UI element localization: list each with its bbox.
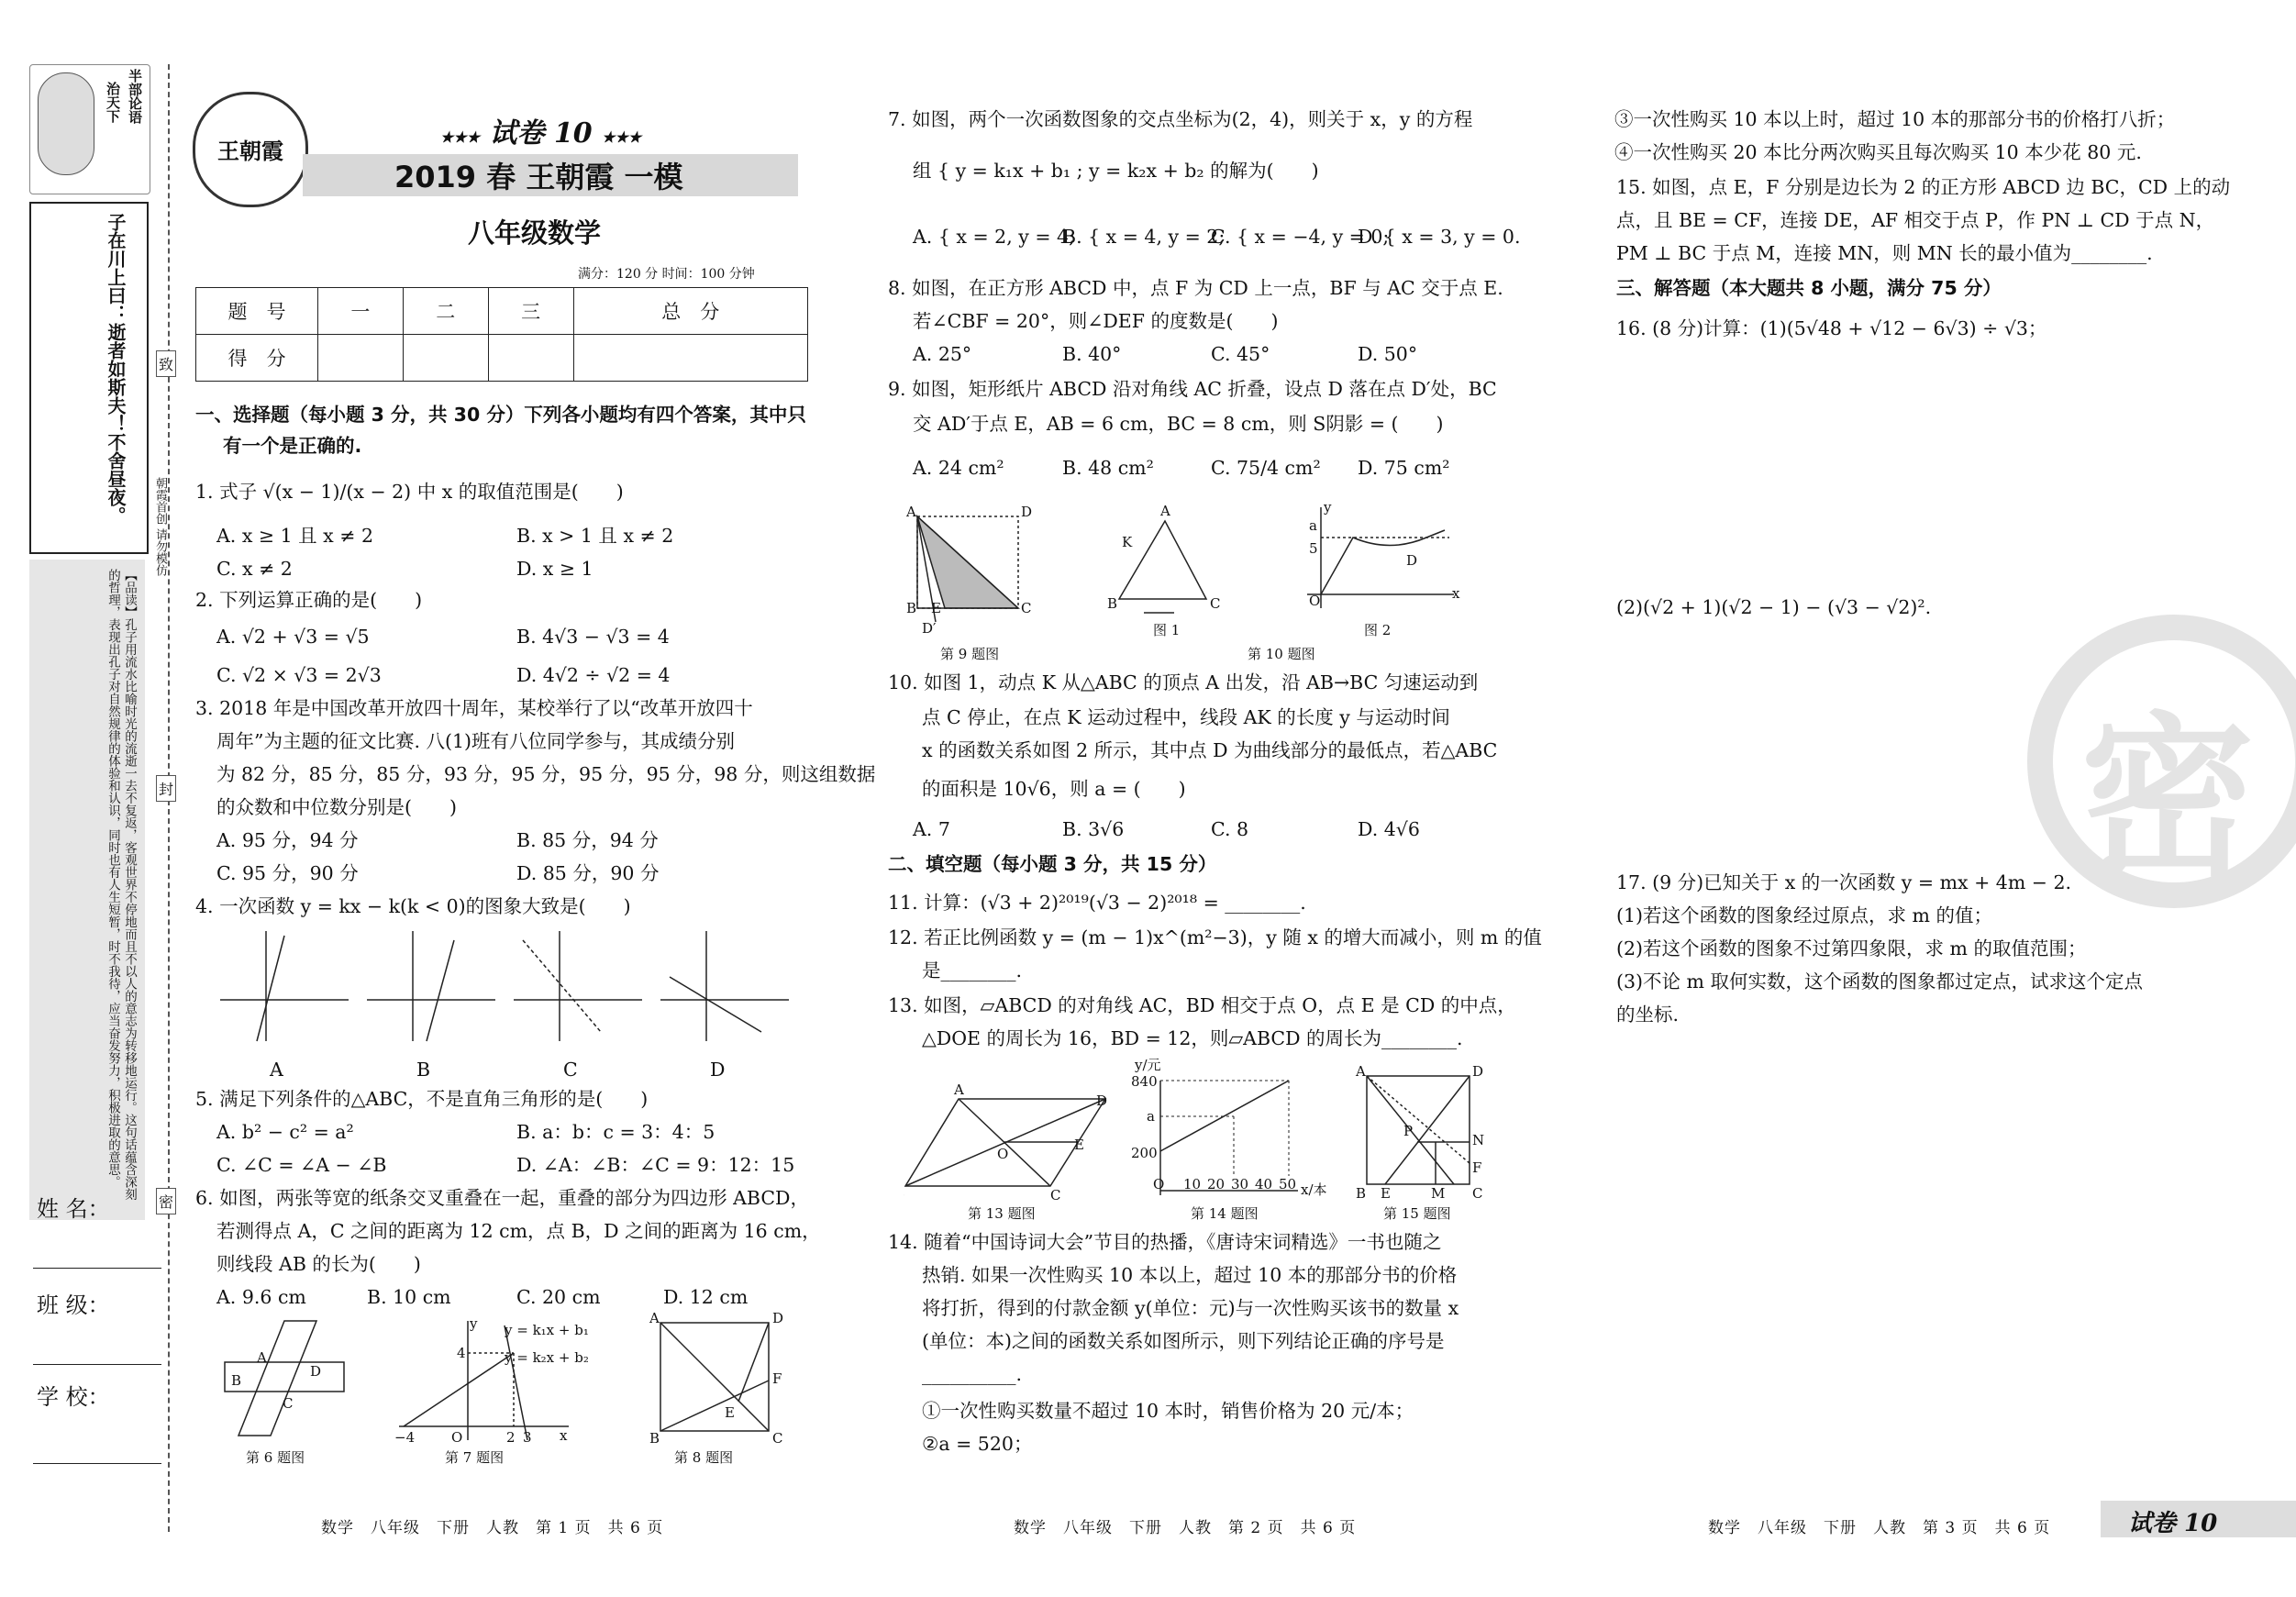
q3-line: 3. 2018 年是中国改革开放四十周年，某校举行了以“改革开放四十 <box>195 697 753 719</box>
q3-option-a: A. 95 分，94 分 <box>216 829 359 851</box>
q6-option-d: D. 12 cm <box>663 1286 749 1308</box>
q16-part1: 16. (8 分)计算：(1)(5√48 + √12 − 6√3) ÷ √3； <box>1616 317 2047 339</box>
svg-text:x: x <box>560 1427 568 1444</box>
page-title: 2019 春 王朝霞 一模 <box>394 160 683 194</box>
fig10-graph <box>1307 503 1460 609</box>
svg-text:3: 3 <box>523 1429 532 1446</box>
q9-line: 9. 如图，矩形纸片 ABCD 沿对角线 AC 折叠，设点 D 落在点 D′处，BC <box>888 378 1497 400</box>
fig9-caption: 第 9 题图 <box>940 646 1000 662</box>
q4-graph-d <box>660 931 789 1041</box>
q10-option-d: D. 4√6 <box>1358 818 1420 840</box>
section1-title: 一、选择题（每小题 3 分，共 30 分）下列各小题均有四个答案，其中只 <box>195 404 806 426</box>
q4-label-b: B <box>416 1059 431 1081</box>
svg-text:C: C <box>1021 600 1032 616</box>
q4-graph-b <box>367 931 495 1041</box>
q4-graph-a <box>220 931 349 1041</box>
q5-option-c: C. ∠C = ∠A − ∠B <box>216 1154 387 1176</box>
q9-option-c: C. 75/4 cm² <box>1211 457 1321 479</box>
q14-line: ②a = 520； <box>922 1433 1033 1455</box>
svg-text:P: P <box>1403 1123 1414 1139</box>
svg-text:B: B <box>649 1430 660 1447</box>
q2-option-d: D. 4√2 ÷ √2 = 4 <box>516 664 671 686</box>
sidebar-reading-box <box>29 560 145 1220</box>
section1-title-2: 有一个是正确的. <box>223 435 362 457</box>
svg-text:A: A <box>954 1081 964 1098</box>
q17-line: 的坐标. <box>1616 1004 1680 1026</box>
fig15-caption: 第 15 题图 <box>1383 1205 1451 1222</box>
q7-option-d: D. { x = 3, y = 0. <box>1358 226 1521 248</box>
svg-text:C: C <box>1472 1185 1483 1202</box>
q3-line: 为 82 分，85 分，85 分，93 分，95 分，95 分，95 分，98 分，则这组数据 <box>216 763 876 785</box>
fig10-2-caption: 图 2 <box>1364 622 1392 638</box>
q5-option-a: A. b² − c² = a² <box>216 1121 354 1143</box>
score-input[interactable] <box>488 335 573 382</box>
svg-text:K: K <box>1122 534 1133 550</box>
fig14-xtick: 20 <box>1207 1176 1226 1192</box>
q13-line: 13. 如图，▱ABCD 的对角线 AC，BD 相交于点 O，点 E 是 CD 的中点， <box>888 994 1516 1016</box>
q9-line: 交 AD′于点 E，AB = 6 cm，BC = 8 cm，则 S阴影 = ( ) <box>913 413 1444 435</box>
score-input[interactable] <box>573 335 807 382</box>
q14-line: (单位：本)之间的函数关系如图所示，则下列结论正确的序号是 <box>922 1330 1445 1352</box>
q3-line: 周年”为主题的征文比赛. 八(1)班有八位同学参与，其成绩分别 <box>216 730 736 752</box>
score-table-header-row <box>196 288 808 335</box>
fig7-caption: 第 7 题图 <box>445 1449 505 1466</box>
score-table-cell: 二 <box>403 288 488 335</box>
fig8-diagram <box>649 1312 783 1447</box>
figures-q6-q8 <box>211 1312 789 1449</box>
svg-text:A: A <box>649 1312 660 1326</box>
fig14-xtick: 50 <box>1279 1176 1297 1192</box>
svg-text:D: D <box>1406 552 1418 569</box>
q2-option-a: A. √2 + √3 = √5 <box>216 626 370 648</box>
svg-text:y = k₂x + b₂: y = k₂x + b₂ <box>505 1349 589 1366</box>
q7-line: 7. 如图，两个一次函数图象的交点坐标为(2，4)，则关于 x，y 的方程 <box>888 108 1473 130</box>
score-table-cell: 总 分 <box>573 288 807 335</box>
side-note: 朝霞首创 请勿模仿 <box>153 477 167 577</box>
q6-line: 6. 如图，两张等宽的纸条交叉重叠在一起，重叠的部分为四边形 ABCD， <box>195 1187 809 1209</box>
q4-label-a: A <box>270 1059 283 1081</box>
svg-text:a: a <box>1309 517 1317 534</box>
q14-line: 热销. 如果一次性购买 10 本以上，超过 10 本的那部分书的价格 <box>922 1264 1458 1286</box>
q5-option-d: D. ∠A：∠B：∠C = 9：12：15 <box>516 1154 795 1176</box>
svg-text:−4: −4 <box>394 1429 416 1446</box>
school-field[interactable] <box>33 1463 161 1464</box>
q3-line: 的众数和中位数分别是( ) <box>216 796 457 818</box>
q10-option-a: A. 7 <box>913 818 950 840</box>
svg-text:B: B <box>1356 1185 1367 1202</box>
score-input[interactable] <box>318 335 404 382</box>
svg-text:A: A <box>1160 503 1170 519</box>
q17-line: 17. (9 分)已知关于 x 的一次函数 y = mx + 4m − 2. <box>1616 871 2072 893</box>
q7-option-c: C. { x = −4, y = 0; <box>1211 226 1390 248</box>
q11-text: 11. 计算：(√3 + 2)²⁰¹⁹(√3 − 2)²⁰¹⁸ = ________. <box>888 892 1306 914</box>
subject-title: 八年级数学 <box>468 217 602 249</box>
footer-page-1: 数学 八年级 下册 人教 第 1 页 共 6 页 <box>321 1519 664 1537</box>
svg-text:C: C <box>1050 1187 1061 1203</box>
fig9-diagram <box>905 504 1032 637</box>
score-table-cell: 得 分 <box>196 335 318 382</box>
seal-mark-1: 致 <box>156 350 176 377</box>
svg-text:4: 4 <box>457 1345 466 1361</box>
svg-text:5: 5 <box>1309 540 1318 557</box>
q7-option-b: B. { x = 4, y = 2; <box>1062 226 1226 248</box>
q15-line: PM ⊥ BC 于点 M，连接 MN，则 MN 长的最小值为________. <box>1616 242 2153 264</box>
svg-text:D: D <box>1096 1092 1108 1109</box>
q15-line: 点，且 BE = CF，连接 DE，AF 相交于点 P，作 PN ⊥ CD 于点 N， <box>1616 209 2215 231</box>
q5-stem: 5. 满足下列条件的△ABC，不是直角三角形的是( ) <box>195 1088 649 1110</box>
svg-text:D: D <box>1472 1063 1484 1080</box>
fig14-ytick: a <box>1147 1108 1155 1125</box>
q14-line: 将打折，得到的付款金额 y(单位：元)与一次性购买该书的数量 x <box>922 1297 1459 1319</box>
sidebar-quote-box <box>29 202 149 554</box>
fig13-caption: 第 13 题图 <box>968 1205 1036 1222</box>
q2-option-b: B. 4√3 − √3 = 4 <box>516 626 670 648</box>
svg-text:F: F <box>1472 1159 1482 1176</box>
q16-part2: (2)(√2 + 1)(√2 − 1) − (√3 − √2)². <box>1616 596 1932 618</box>
q9-option-d: D. 75 cm² <box>1358 457 1450 479</box>
sidebar-quote: 子在川上曰：逝者如斯夫！不舍昼夜。 <box>105 213 127 525</box>
secret-watermark-glyph: 密 <box>2080 697 2256 900</box>
q9-option-b: B. 48 cm² <box>1062 457 1154 479</box>
q14-line: ③一次性购买 10 本以上时，超过 10 本的那部分书的价格打八折； <box>1614 108 2176 130</box>
svg-text:B: B <box>231 1372 242 1389</box>
svg-text:y: y <box>470 1315 478 1332</box>
q4-label-c: C <box>563 1059 578 1081</box>
q17-line: (3)不论 m 取何实数，这个函数的图象都过定点，试求这个定点 <box>1616 970 2144 993</box>
q1-stem: 1. 式子 √(x − 1)/(x − 2) 中 x 的取值范围是( ) <box>195 481 624 503</box>
q8-line: 8. 如图，在正方形 ABCD 中，点 F 为 CD 上一点，BF 与 AC 交于点 E. <box>888 277 1503 299</box>
score-table-cell: 三 <box>488 288 573 335</box>
fig14-caption: 第 14 题图 <box>1191 1205 1259 1222</box>
q1-option-c: C. x ≠ 2 <box>216 558 293 580</box>
fig14-xtick: O <box>1153 1176 1165 1192</box>
svg-text:A: A <box>906 504 916 520</box>
q9-option-a: A. 24 cm² <box>913 457 1004 479</box>
fig10-triangle <box>1107 503 1220 613</box>
svg-text:y: y <box>1324 503 1332 516</box>
q17-line: (1)若这个函数的图象经过原点，求 m 的值； <box>1616 904 1993 926</box>
score-table-cell: 一 <box>318 288 404 335</box>
svg-text:O: O <box>997 1146 1009 1162</box>
q15-line: 15. 如图，点 E，F 分别是边长为 2 的正方形 ABCD 边 BC，CD 上的动 <box>1616 176 2231 198</box>
q14-line: ①一次性购买数量不超过 10 本时，销售价格为 20 元/本； <box>922 1400 1414 1422</box>
fig13-diagram <box>904 1081 1107 1203</box>
q1-option-a: A. x ≥ 1 且 x ≠ 2 <box>216 525 373 547</box>
secret-watermark <box>2027 615 2296 908</box>
fig14-ylabel: y/元 <box>1135 1057 1161 1073</box>
fig6-diagram <box>225 1321 344 1436</box>
q14-line: ④一次性购买 20 本比分两次购买且每次购买 10 本少花 80 元. <box>1614 141 2142 163</box>
q2-option-c: C. √2 × √3 = 2√3 <box>216 664 382 686</box>
paper-label: 试卷 <box>489 117 545 150</box>
q10-option-b: B. 3√6 <box>1062 818 1125 840</box>
sidebar-reading: 【品读】孔子用流水比喻时光的流逝一去不复返，客观世界不停地而且不以人的意志为转移地运行。这句话蕴含深刻的哲理，表现出孔子对自然规律的体验和认识，同时也有人生短暂，时不我待，应当奋发努力，积极进取的意思。 <box>105 569 137 1201</box>
logo <box>193 92 308 207</box>
fig14-xtick: 30 <box>1231 1176 1249 1192</box>
exam-meta: 满分：120 分 时间：100 分钟 <box>578 267 755 282</box>
sidebar-badge-side: 治天下 <box>105 82 121 123</box>
q7-option-a: A. { x = 2, y = 4; <box>913 226 1075 248</box>
q10-option-c: C. 8 <box>1211 818 1249 840</box>
svg-text:E: E <box>1381 1185 1391 1202</box>
fig10-caption: 第 10 题图 <box>1248 646 1315 662</box>
svg-text:F: F <box>772 1370 782 1387</box>
q6-option-b: B. 10 cm <box>367 1286 451 1308</box>
score-table-score-row <box>196 335 808 382</box>
q10-line: 的面积是 10√6，则 a = ( ) <box>922 778 1186 800</box>
sidebar-badge-vertical: 半部论语 <box>127 69 143 124</box>
svg-text:D′: D′ <box>922 620 937 637</box>
svg-text:N: N <box>1472 1132 1485 1148</box>
q4-stem: 4. 一次函数 y = kx − k(k < 0)的图象大致是( ) <box>195 895 631 917</box>
svg-text:D: D <box>772 1312 784 1326</box>
fig7-diagram <box>394 1315 589 1446</box>
sidebar-badge <box>29 64 150 194</box>
q10-line: 10. 如图 1，动点 K 从△ABC 的顶点 A 出发，沿 AB→BC 匀速运动到 <box>888 671 1479 693</box>
fig14-ytick: 200 <box>1131 1145 1158 1161</box>
svg-text:C: C <box>1210 595 1221 612</box>
q4-label-d: D <box>710 1059 726 1081</box>
seal-mark-2: 封 <box>156 775 176 802</box>
q13-line: △DOE 的周长为 16，BD = 12，则▱ABCD 的周长为________. <box>922 1027 1463 1049</box>
q3-option-b: B. 85 分，94 分 <box>516 829 659 851</box>
section2-title: 二、填空题（每小题 3 分，共 15 分） <box>888 853 1217 875</box>
q4-graphs <box>211 922 807 1050</box>
class-field[interactable] <box>33 1364 161 1365</box>
q10-line: x 的函数关系如图 2 所示，其中点 D 为曲线部分的最低点，若△ABC <box>922 739 1498 761</box>
logo-text: 王朝霞 <box>217 138 283 164</box>
section3-title: 三、解答题（本大题共 8 小题，满分 75 分） <box>1616 277 2002 299</box>
svg-text:O: O <box>1309 593 1321 609</box>
fig8-caption: 第 8 题图 <box>674 1449 734 1466</box>
name-label: 姓 名： <box>37 1196 110 1222</box>
footer-page-2: 数学 八年级 下册 人教 第 2 页 共 6 页 <box>1014 1519 1357 1537</box>
q8-option-b: B. 40° <box>1062 343 1122 365</box>
q6-option-a: A. 9.6 cm <box>216 1286 306 1308</box>
q2-stem: 2. 下列运算正确的是( ) <box>195 589 423 611</box>
q14-line: __________. <box>922 1363 1023 1385</box>
paper-label-row <box>440 110 641 150</box>
q14-line: 14. 随着“中国诗词大会”节目的热播，《唐诗宋词精选》一书也随之 <box>888 1231 1442 1253</box>
star-decor: ★★★ <box>602 128 642 146</box>
svg-text:A: A <box>1356 1063 1366 1080</box>
star-decor: ★★★ <box>440 128 481 146</box>
svg-text:x: x <box>1452 585 1460 602</box>
q1-option-b: B. x > 1 且 x ≠ 2 <box>516 525 674 547</box>
svg-text:B: B <box>906 600 917 616</box>
q8-option-a: A. 25° <box>913 343 972 365</box>
q8-option-c: C. 45° <box>1211 343 1270 365</box>
q5-option-b: B. a：b：c = 3：4：5 <box>516 1121 715 1143</box>
fig14-xtick: 40 <box>1255 1176 1273 1192</box>
score-table-cell: 题 号 <box>196 288 318 335</box>
fig6-caption: 第 6 题图 <box>246 1449 305 1466</box>
svg-text:E: E <box>725 1404 735 1421</box>
fig14-xtick: 10 <box>1183 1176 1202 1192</box>
svg-text:2: 2 <box>506 1429 516 1446</box>
fig14-ytick: 840 <box>1131 1073 1158 1090</box>
q8-option-d: D. 50° <box>1358 343 1418 365</box>
sidebar <box>28 64 151 1541</box>
svg-text:A: A <box>257 1349 267 1366</box>
q3-option-c: C. 95 分，90 分 <box>216 862 359 884</box>
q6-option-c: C. 20 cm <box>516 1286 601 1308</box>
q8-line: 若∠CBF = 20°，则∠DEF 的度数是( ) <box>913 310 1279 332</box>
footer-tag: 试卷 10 <box>2128 1510 2218 1537</box>
q3-option-d: D. 85 分，90 分 <box>516 862 660 884</box>
svg-text:D: D <box>310 1363 322 1380</box>
q6-line: 则线段 AB 的长为( ) <box>216 1253 421 1275</box>
score-input[interactable] <box>403 335 488 382</box>
svg-text:B: B <box>1107 595 1118 612</box>
school-label: 学 校： <box>37 1384 110 1410</box>
score-table <box>195 287 808 382</box>
fig15-diagram <box>1355 1063 1484 1202</box>
paper-number: 10 <box>553 117 593 150</box>
svg-text:E: E <box>931 600 941 616</box>
q6-line: 若测得点 A，C 之间的距离为 12 cm，点 B，D 之间的距离为 16 cm， <box>216 1220 821 1242</box>
q1-option-d: D. x ≥ 1 <box>516 558 593 580</box>
svg-text:E: E <box>1074 1137 1084 1153</box>
class-label: 班 级： <box>37 1292 110 1318</box>
q4-graph-c <box>514 931 642 1041</box>
svg-text:C: C <box>283 1395 294 1412</box>
q7-line: 组 { y = k₁x + b₁ ; y = k₂x + b₂ 的解为( ) <box>913 160 1319 182</box>
svg-text:C: C <box>772 1430 783 1447</box>
svg-text:D: D <box>1021 504 1033 520</box>
fig10-1-caption: 图 1 <box>1153 622 1181 638</box>
q12-line: 是________. <box>922 959 1023 981</box>
svg-text:O: O <box>451 1429 463 1446</box>
name-field[interactable] <box>33 1268 161 1269</box>
fig14-lines <box>1160 1073 1307 1183</box>
seal-mark-3: 密 <box>156 1188 176 1214</box>
q10-line: 点 C 停止，在点 K 运动过程中，线段 AK 的长度 y 与运动时间 <box>922 706 1450 728</box>
footer-page-3: 数学 八年级 下册 人教 第 3 页 共 6 页 <box>1708 1519 2051 1537</box>
svg-text:M: M <box>1431 1185 1446 1202</box>
fig14-xlabel: x/本 <box>1301 1181 1327 1198</box>
q12-line: 12. 若正比例函数 y = (m − 1)x^(m²−3)，y 随 x 的增大而减小，则 m 的值 <box>888 926 1542 948</box>
q17-line: (2)若这个函数的图象不过第四象限，求 m 的取值范围； <box>1616 937 2087 959</box>
svg-text:y = k₁x + b₁: y = k₁x + b₁ <box>505 1322 589 1338</box>
sidebar-cartoon <box>38 72 94 175</box>
